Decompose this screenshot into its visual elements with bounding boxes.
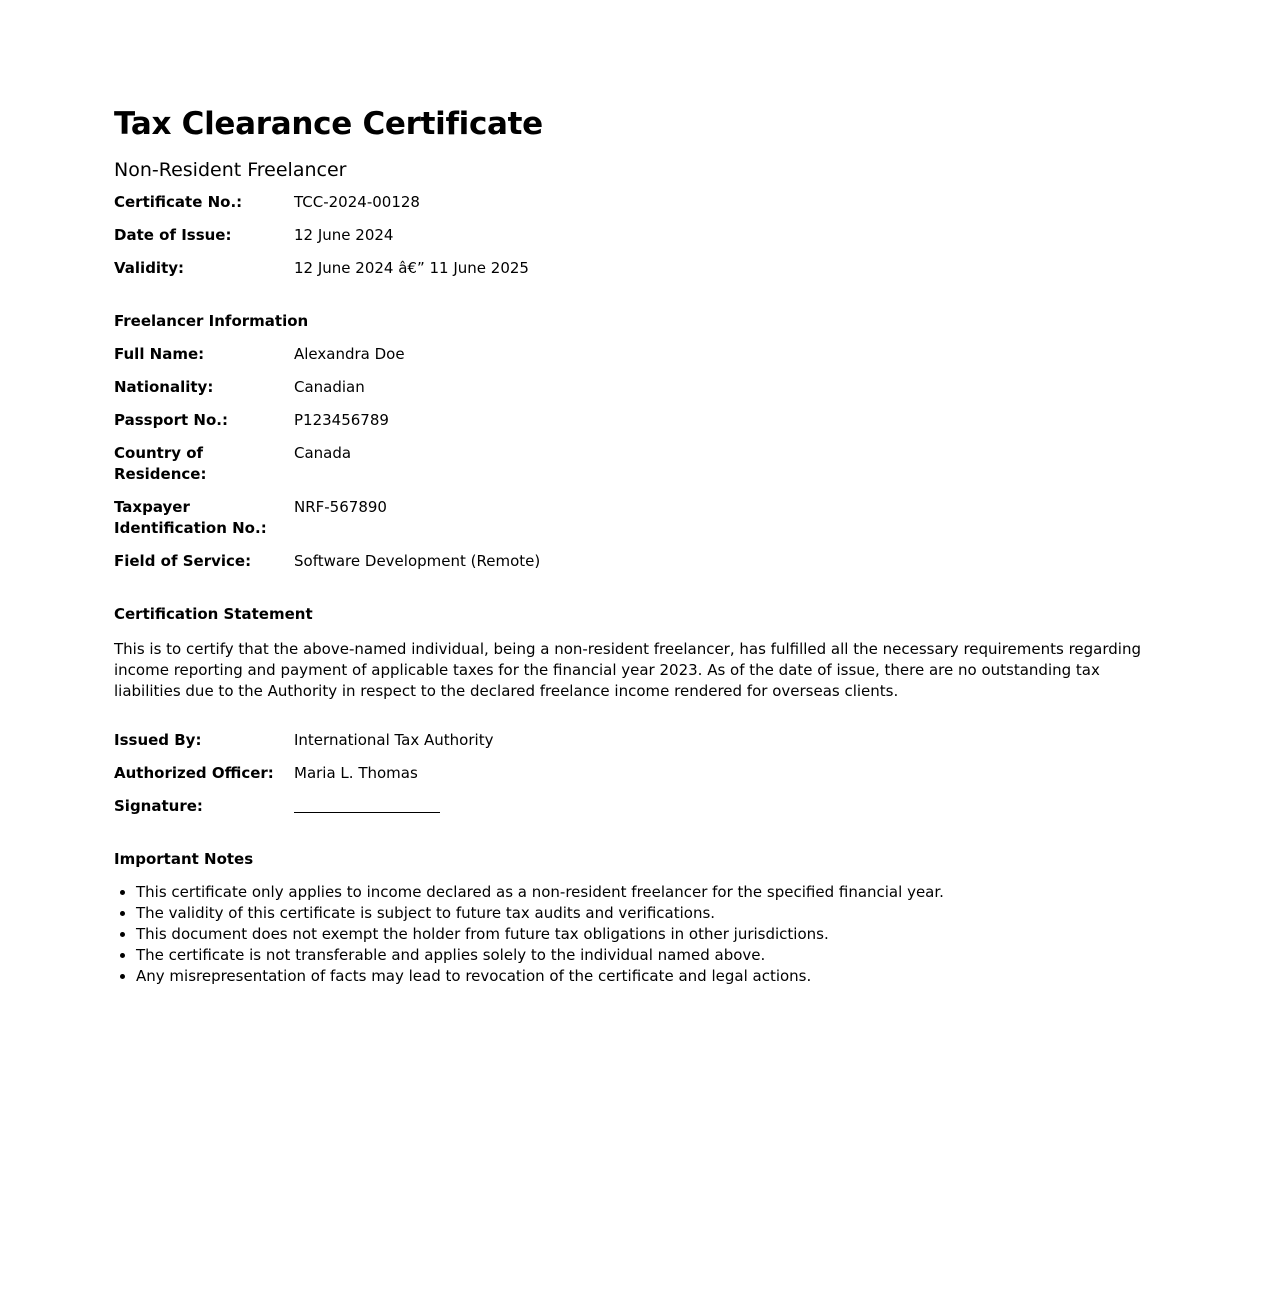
detail-row-taxpayer-id bbox=[114, 497, 540, 551]
certification-statement: This is to certify that the above-named individual, being a non-resident freelancer, has fulfilled all the necessary requirements regarding income reporting and payment of applicable taxes for the financial year 2023. As of the date of issue, there are no outstanding tax liabilities due to the Authority in respect to the declared freelance income rendered for overseas clients. bbox=[114, 640, 1141, 700]
taxpayer-id: NRF-567890 bbox=[294, 498, 387, 516]
field-label: Validity: bbox=[114, 259, 185, 277]
detail-row-validity bbox=[114, 258, 529, 279]
issuer-details bbox=[114, 730, 493, 817]
important-notes-list bbox=[114, 882, 1164, 987]
detail-row-passport-no bbox=[114, 410, 540, 443]
field-label: Field of Service: bbox=[114, 552, 252, 570]
certificate-page bbox=[114, 104, 1164, 987]
field-label: Date of Issue: bbox=[114, 226, 232, 244]
date-of-issue: 12 June 2024 bbox=[294, 226, 394, 244]
field-label: Authorized Officer: bbox=[114, 764, 274, 782]
field-label: Full Name: bbox=[114, 345, 205, 363]
detail-row-issued-by bbox=[114, 730, 493, 763]
detail-row-date-of-issue bbox=[114, 225, 529, 258]
full-name: Alexandra Doe bbox=[294, 345, 405, 363]
field-label: Signature: bbox=[114, 797, 203, 815]
detail-row-field-of-service bbox=[114, 551, 540, 572]
field-label: Certificate No.: bbox=[114, 193, 243, 211]
detail-row-nationality bbox=[114, 377, 540, 410]
list-item: • The validity of this certificate is subject to future tax audits and verifications. bbox=[136, 903, 1164, 924]
field-label: Passport No.: bbox=[114, 411, 228, 429]
issued-by: International Tax Authority bbox=[294, 731, 494, 749]
page-title: Tax Clearance Certificate bbox=[114, 106, 543, 142]
freelancer-details bbox=[114, 344, 540, 572]
validity-period: 12 June 2024 â€” 11 June 2025 bbox=[294, 259, 529, 277]
detail-row-country-of-residence bbox=[114, 443, 540, 497]
detail-row-authorized-officer bbox=[114, 763, 493, 796]
signature-line bbox=[294, 798, 440, 813]
freelancer-info-heading: Freelancer Information bbox=[114, 312, 309, 330]
detail-row-certificate-no bbox=[114, 192, 529, 225]
certificate-details bbox=[114, 192, 529, 279]
passport-number: P123456789 bbox=[294, 411, 389, 429]
list-item: • This document does not exempt the holder from future tax obligations in other jurisdictions. bbox=[136, 924, 1164, 945]
list-item: • Any misrepresentation of facts may lead to revocation of the certificate and legal actions. bbox=[136, 966, 1164, 987]
country-of-residence: Canada bbox=[294, 444, 352, 462]
authorized-officer: Maria L. Thomas bbox=[294, 764, 418, 782]
detail-row-signature bbox=[114, 796, 493, 817]
detail-row-full-name bbox=[114, 344, 540, 377]
list-item: • This certificate only applies to income declared as a non-resident freelancer for the specified financial year. bbox=[136, 882, 1164, 903]
page-subtitle: Non-Resident Freelancer bbox=[114, 159, 347, 181]
nationality: Canadian bbox=[294, 378, 365, 396]
field-label: Issued By: bbox=[114, 731, 202, 749]
list-item: • The certificate is not transferable and applies solely to the individual named above. bbox=[136, 945, 1164, 966]
field-label: Taxpayer Identification No.: bbox=[114, 498, 267, 537]
important-notes-heading: Important Notes bbox=[114, 850, 254, 868]
field-label: Nationality: bbox=[114, 378, 214, 396]
field-of-service: Software Development (Remote) bbox=[294, 552, 541, 570]
field-label: Country of Residence: bbox=[114, 444, 207, 483]
certification-heading: Certification Statement bbox=[114, 605, 313, 623]
certificate-number: TCC-2024-00128 bbox=[294, 193, 420, 211]
